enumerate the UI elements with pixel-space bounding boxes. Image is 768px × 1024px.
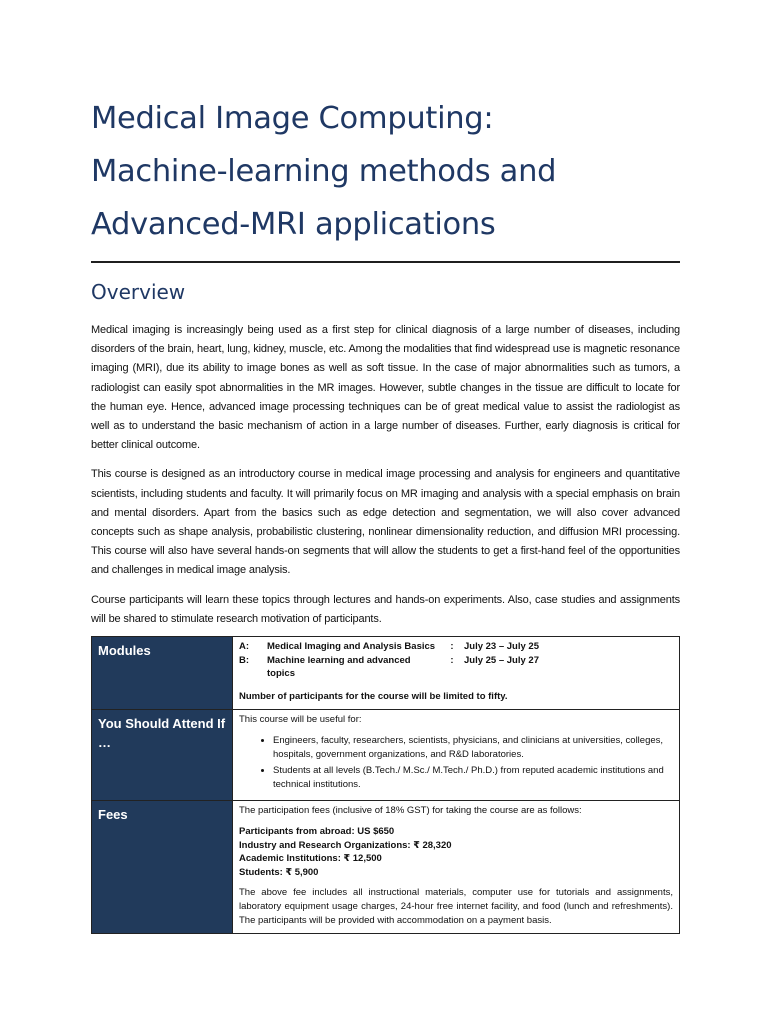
title-line-3: Advanced-MRI applications [91,207,496,242]
title-line-1: Medical Image Computing: [91,101,494,136]
modules-row [92,637,680,710]
modules-label: Modules [92,637,233,710]
fee-line: Academic Institutions: ₹ 12,500 [239,853,382,865]
attend-intro: This course will be useful for: [239,714,362,726]
module-item [239,654,673,681]
fee-line: Industry and Research Organizations: ₹ 28,320 [239,839,452,851]
attend-label: You Should Attend If … [92,710,233,801]
module-dates: July 23 – July 25 [464,641,539,652]
module-item [239,640,673,654]
overview-paragraph-1: Medical imaging is increasingly being used as a first step for clinical diagnosis of a large number of diseases, including disorders of the brain, heart, lung, kidney, muscle, etc. Among the modalities that find widespread use is magnetic resonance imaging (MRI), due its ability to image bones as well as soft tissue. In the case of major abnormalities such as tumors, a radiologist can easily spot abnormalities in the MR images. However, subtle changes in the tissue are difficult to locate for the human eye. Hence, advanced image processing techniques can be of great medical value to assist the radiologist as well as to understand the basic mechanism of action in a large number of diseases. Further, early diagnosis is critical for better clinical outcome. [91,324,680,452]
fees-footer: The above fee includes all instructional materials, computer use for tutorials and assignments, laboratory equipment usage charges, 24-hour free internet facility, and food (lunch and refreshments). The participants will be provided with accommodation on a payment basis. [239,887,673,926]
module-letter: A: [239,641,250,652]
module-letter: B: [239,654,250,666]
overview-heading: Overview [91,280,186,304]
course-info-table [91,636,680,934]
fees-row [92,801,680,934]
fee-line: Participants from abroad: US $650 [239,825,395,837]
module-separator: : [450,641,454,652]
fees-label: Fees [92,801,233,934]
title-line-2: Machine-learning methods and [91,154,557,189]
page-title [91,92,680,251]
module-dates: July 25 – July 27 [464,654,539,666]
fees-content [233,801,680,934]
list-item: • Engineers, faculty, researchers, scientists, physicians, and clinicians at universities, colleges, hospitals, government organizations, and R&D laboratories. [273,734,673,761]
list-item: • Students at all levels (B.Tech./ M.Sc./ M.Tech./ Ph.D.) from reputed academic institutions and technical institutions. [273,764,673,791]
document-page [91,92,680,629]
module-title: Machine learning and advanced topics [267,654,411,680]
module-title: Medical Imaging and Analysis Basics [267,641,436,652]
modules-content [233,637,680,710]
attend-row [92,710,680,801]
fees-intro: The participation fees (inclusive of 18% GST) for taking the course are as follows: [239,805,582,817]
title-divider [91,261,680,263]
attend-content [233,710,680,801]
attend-list [239,734,673,791]
overview-paragraph-2: This course is designed as an introductory course in medical image processing and analysis for engineers and quantitative scientists, including students and faculty. It will primarily focus on MR imaging and analysis with a special emphasis on brain and mental disorders. Apart from the basics such as edge detection and segmentation, we will also cover advanced concepts such as shape analysis, probabilistic clustering, nonlinear dimensionality reduction, and diffusion MRI processing. This course will also have several hands-on segments that will allow the students to get a first-hand feel of the opportunities and challenges in medical image analysis. [91,468,680,577]
fee-line: Students: ₹ 5,900 [239,866,319,878]
overview-paragraph-3: Course participants will learn these topics through lectures and hands-on experiments. Also, case studies and assignments will be shared to stimulate research motivation of participants. [91,593,680,625]
participants-limit-note: Number of participants for the course will be limited to fifty. [239,690,508,702]
module-separator: : [450,654,454,666]
